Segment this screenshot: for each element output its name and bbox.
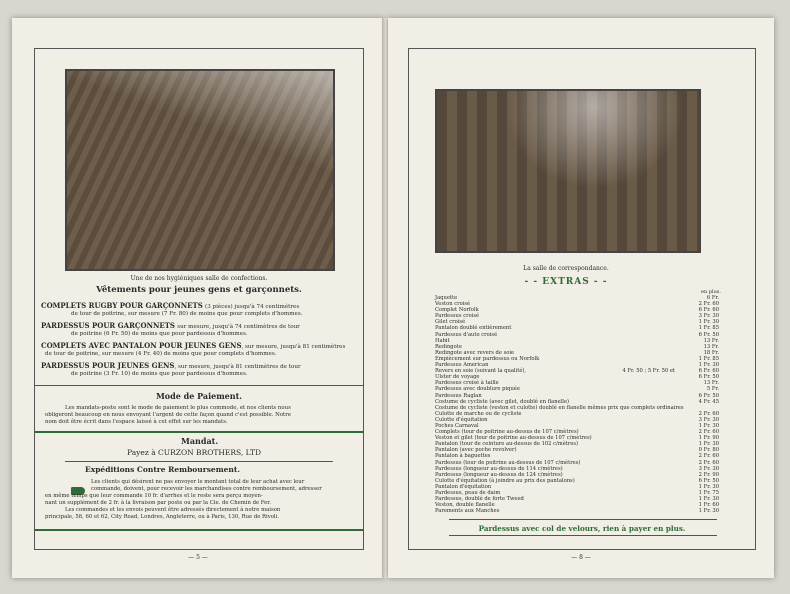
extras-label: Pantalon (tour de ceinture au-dessus de 102 c/mètres) (435, 441, 579, 448)
extras-heading: - - EXTRAS - - (524, 277, 608, 287)
extras-label: Empiècement sur pardessus ou Norfolk (435, 355, 540, 362)
extras-label: Complet Norfolk (435, 307, 479, 314)
extras-label: Pardessus (tour de poitrine au-dessus de 107 c/mètres) (435, 459, 581, 466)
extras-price: 2 Fr. 60 (698, 429, 719, 436)
extras-price: 1 Fr. 60 (698, 502, 719, 509)
footer-note: Pardessus avec col de velours, rien à payer en plus. (478, 524, 686, 533)
extras-label: Costume de cycliste (avec gilet, doublé en flanelle) (435, 398, 570, 405)
extras-label: Pantalon (avec poche revolver) (435, 447, 517, 454)
extras-label: Pardessus croisé à taille (435, 380, 499, 387)
item-rugby: COMPLETS RUGBY POUR GARÇONNETS (3 pièces) jusqu'à 74 centimètres (41, 301, 300, 310)
extras-price: 6 Fr. 50 (698, 331, 719, 338)
extras-label: Veston croisé (435, 301, 471, 308)
item-pardessus-garconnets: PARDESSUS POUR GARÇONNETS sur mesure, jusqu'à 74 centimètres de tour (41, 321, 300, 330)
extras-label: Complets (tour de poitrine au-dessus de 107 c/mètres) (435, 429, 579, 436)
extras-price: 1 Fr. 30 (698, 483, 719, 490)
extras-price: 6 Fr. 50 (698, 374, 719, 381)
clothing-heading: Vêtements pour jeunes gens et garçonnets. (96, 285, 302, 295)
extras-price: 2 Fr. 60 (698, 410, 719, 417)
divider (35, 385, 363, 386)
extras-label: Culotte d'équitation (à joindre au prix des pantalons) (435, 477, 575, 484)
page-number: — 5 — (188, 554, 208, 561)
item-pardessus-jeunes-gens: PARDESSUS POUR JEUNES GENS, sur mesure, jusqu'à 81 centimètres de tour (41, 361, 301, 370)
extras-label: Pardessus (longueur au-dessus de 114 c/mètres) (435, 465, 563, 472)
extras-price: 6 Fr. (706, 295, 719, 301)
extras-price: 13 Fr. (703, 343, 719, 350)
extras-row (435, 508, 735, 514)
extras-label: Pardessus (longueur au-dessus de 124 c/mètres) (435, 471, 563, 478)
extras-label: Culotte de marche ou de cycliste (435, 410, 522, 417)
extras-price: 3 Fr. 30 (698, 465, 719, 472)
extras-price: 1 Fr. 90 (698, 435, 719, 442)
extras-label: Pantalon d'équitation (435, 483, 492, 490)
extras-label: Pardessus, peau de daim (435, 490, 501, 496)
extras-price: 18 Fr. (703, 349, 719, 356)
divider (449, 535, 717, 536)
extras-price: 3 Fr. 30 (698, 416, 719, 423)
extras-price: 1 Fr. 30 (698, 508, 719, 515)
extras-label: Pardessus American (435, 362, 489, 369)
extras-label: Parements aux Manches (435, 508, 500, 515)
divider (449, 519, 717, 520)
extras-price: 2 Fr. 60 (698, 459, 719, 466)
extras-note: en plus. (701, 289, 721, 295)
right-page-frame (408, 48, 756, 550)
extras-label: Pardessus Raglan (435, 392, 482, 399)
extras-label: Habit (435, 337, 450, 344)
extras-price: 1 Fr. 30 (698, 422, 719, 429)
photo-caption: Une de nos hygiéniques salle de confections. (130, 275, 268, 282)
extras-label: Costume de cycliste (veston et culotte) doublé en flanelle mêmes prix que complets ordinaires (435, 404, 684, 411)
extras-price: 1 Fr. 30 (698, 362, 719, 369)
divider (65, 461, 333, 462)
extras-label: Pantalon à baguettes (435, 453, 491, 460)
extras-price: 13 Fr. (703, 380, 719, 387)
extras-label: Revers en soie (suivant la qualité), (435, 368, 527, 375)
correspondence-photo (435, 89, 701, 253)
divider (35, 431, 363, 433)
extras-price: 2 Fr. 60 (698, 301, 719, 308)
extras-label: Redingote avec revers de soie (435, 349, 515, 356)
left-page (12, 18, 384, 578)
extras-label: Poches Carnaval (435, 422, 479, 429)
extras-price: 3 Fr. 30 (698, 313, 719, 320)
mandat-heading: Mandat. (181, 436, 219, 446)
expeditions-heading: Expéditions Contre Remboursement. (85, 465, 240, 474)
extras-price: 2 Fr. 60 (698, 453, 719, 460)
page-number: — 8 — (571, 554, 591, 561)
extras-list (435, 295, 735, 514)
extras-label: Veston et gilet (tour de poitrine au-dessus de 107 c/mètres) (435, 435, 592, 442)
extras-price: 1 Fr. 75 (698, 490, 719, 496)
workshop-photo (65, 69, 335, 271)
extras-price: 4 Fr. 45 (698, 398, 719, 405)
extras-price: 6 Fr. 50 (698, 392, 719, 399)
extras-label: Ulster de voyage (435, 374, 480, 381)
extras-price: 0 Fr. 80 (698, 447, 719, 454)
extras-label: Redingote (435, 343, 462, 350)
extras-price: 1 Fr. 30 (698, 319, 719, 326)
extras-label: Culotte d'équitation (435, 416, 488, 423)
extras-price: 5 Fr. (706, 386, 719, 393)
payment-heading: Mode de Paiement. (155, 391, 243, 401)
extras-label: Jaquette (435, 295, 458, 301)
extras-price: 6 Fr. 60 (698, 368, 719, 375)
photo-caption: La salle de correspondance. (523, 265, 609, 272)
extras-price: 2 Fr. 90 (698, 471, 719, 478)
extras-label: Gilet croisé (435, 319, 466, 326)
extras-label: Pantalon doublé entièrement (435, 325, 512, 332)
extras-label: Veston, double flanelle (435, 502, 495, 509)
mandat-text: Payez à CURZON BROTHERS, LTD (127, 448, 262, 457)
extras-mid: 4 Fr. 50 ; 5 Fr. 50 et (622, 368, 675, 375)
extras-price: 6 Fr. 50 (698, 477, 719, 484)
extras-price: 1 Fr. 85 (698, 325, 719, 332)
extras-price: 1 Fr. 30 (698, 441, 719, 448)
extras-price: 1 Fr. 85 (698, 355, 719, 362)
item-complets-jeunes-gens: COMPLETS AVEC PANTALON POUR JEUNES GENS, sur mesure, jusqu'à 81 centimètres (41, 341, 346, 350)
extras-label: Pardessus d'auto croisé (435, 331, 498, 338)
extras-price: 13 Fr. (703, 337, 719, 344)
right-page (388, 18, 774, 578)
extras-price: 6 Fr. 60 (698, 307, 719, 314)
extras-label: Pardessus croisé (435, 313, 480, 320)
extras-price: 1 Fr. 30 (698, 496, 719, 503)
extras-label: Pardessus, doublé de forte Tweed (435, 496, 524, 503)
extras-label: Pardessus avec doublure piquée (435, 386, 520, 393)
left-page-frame: Une de nos hygiéniques salle de confections. Vêtements pour jeunes gens et garçonnets. COMPLETS RUGBY POUR GARÇONNETS (3 pièces) jusqu'à 74 centimètres de tour de poitrine, sur mesure (7 Fr. 80) de moins que pour complets d'hommes. PARDESSUS POUR GARÇONNETS sur mesure, jusqu'à 74 centimètres de tour de poitrine (6 Fr. 50) de moins que pour pardessus d'hommes. COMPLETS AVEC PANTALON POUR JEUNES GENS, sur mesure, jusqu'à 81 centimètres de tour de poitrine, sur mesure (4 Fr. 40) de moins que pour complets d'hommes. PARDESSUS POUR JEUNES GENS, sur mesure, jusqu'à 81 centimètres de tour de poitrine (3 Fr. 10) de moins que pour pardessus d'hommes. Mode de Paiement. Les mandats-poste sont le mode de paiement le plus commode, et nos clients nous obligeront beaucoup en nous envoyant l'argent de cette façon quand c'est possible. Notre nom doit être écrit dans l'espace laissé à cet effet sur les mandats. Mandat. Payez à CURZON BROTHERS, LTD Expéditions Contre Remboursement. Les clients qui désirent ne pas envoyer le montant total de leur achat avec leur commande, doivent, pour recevoir les marchandises contre remboursement, adresser en même temps que leur commande 10 fr. d'arrhes et le reste sera perçu moyen- nant un supplément de 2 fr. à la livraison par poste ou par la Cie. de Chemin de Fer. Les commandes et les envois peuvent être adressés directement à notre maison principale, 58, 60 et 62, City Road, Londres, Angleterre, ou à Paris, 130, Rue de Rivoli. (34, 48, 364, 550)
divider (35, 529, 363, 531)
